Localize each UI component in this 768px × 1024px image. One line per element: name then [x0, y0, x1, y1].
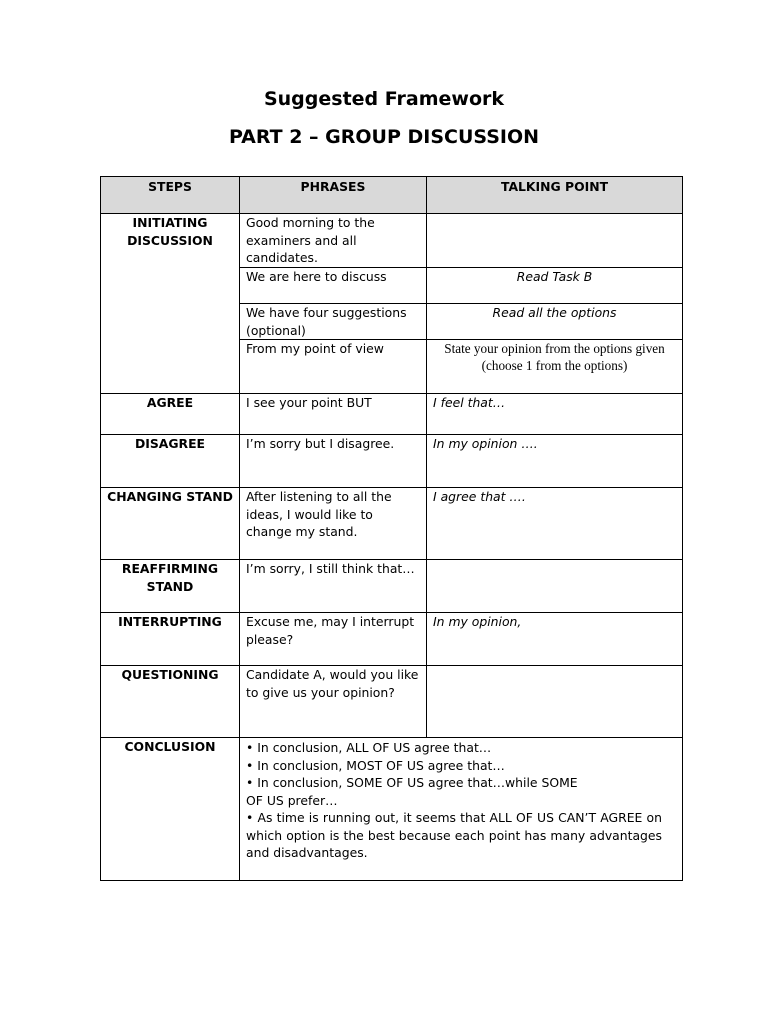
- table-row: [101, 214, 683, 268]
- step-questioning: QUESTIONING: [101, 666, 240, 738]
- step-changing-stand: CHANGING STAND: [101, 488, 240, 560]
- conclusion-bullet: • In conclusion, SOME OF US agree that…while SOME OF US prefer…: [246, 775, 578, 808]
- table-row: [101, 435, 683, 488]
- step-reaffirming-stand: REAFFIRMING STAND: [101, 560, 240, 613]
- table-row: [101, 394, 683, 435]
- phrase-cell: I’m sorry, I still think that…: [240, 560, 427, 613]
- conclusion-bullet: • As time is running out, it seems that ALL OF US CAN’T AGREE on which option is the best because each point has many advantages and disadvantages.: [246, 810, 662, 860]
- conclusion-bullet: • In conclusion, MOST OF US agree that…: [246, 757, 505, 773]
- talking-point-cell: [427, 214, 683, 268]
- table-row: [101, 613, 683, 666]
- phrase-cell: Candidate A, would you like to give us your opinion?: [240, 666, 427, 738]
- header-row: [101, 177, 683, 214]
- step-interrupting: INTERRUPTING: [101, 613, 240, 666]
- phrase-cell: From my point of view: [240, 340, 427, 394]
- document-subtitle: PART 2 – GROUP DISCUSSION: [228, 126, 540, 148]
- step-disagree: DISAGREE: [101, 435, 240, 488]
- talking-point-cell: Read all the options: [427, 304, 683, 340]
- header-phrases: PHRASES: [240, 177, 427, 214]
- talking-point-cell: In my opinion,: [427, 613, 683, 666]
- talking-point-cell: [427, 666, 683, 738]
- talking-point-cell: [427, 560, 683, 613]
- conclusion-bullet: • In conclusion, ALL OF US agree that…: [246, 740, 492, 755]
- phrase-cell: I’m sorry but I disagree.: [240, 435, 427, 488]
- step-agree: AGREE: [101, 394, 240, 435]
- phrase-cell: Excuse me, may I interrupt please?: [240, 613, 427, 666]
- step-initiating: INITIATING DISCUSSION: [101, 214, 240, 394]
- table-row: [101, 666, 683, 738]
- phrase-cell: We are here to discuss: [240, 268, 427, 304]
- talking-point-cell: In my opinion ….: [427, 435, 683, 488]
- talking-point-cell: Read Task B: [427, 268, 683, 304]
- talking-point-cell: I agree that ….: [427, 488, 683, 560]
- talking-point-cell: I feel that…: [427, 394, 683, 435]
- table-row: [101, 488, 683, 560]
- phrase-cell: Good morning to the examiners and all candidates.: [240, 214, 427, 268]
- talking-point-cell: State your opinion from the options given (choose 1 from the options): [427, 340, 683, 394]
- phrase-cell: We have four suggestions (optional): [240, 304, 427, 340]
- phrase-cell: I see your point BUT: [240, 394, 427, 435]
- header-talking-point: TALKING POINT: [427, 177, 683, 214]
- phrase-cell: After listening to all the ideas, I would like to change my stand.: [240, 488, 427, 560]
- step-conclusion: CONCLUSION: [101, 738, 240, 881]
- table-row-conclusion: [101, 738, 683, 881]
- document-title: Suggested Framework: [263, 88, 505, 110]
- table-row: [101, 560, 683, 613]
- conclusion-phrases: [240, 738, 683, 881]
- framework-table: [100, 176, 683, 881]
- header-steps: STEPS: [101, 177, 240, 214]
